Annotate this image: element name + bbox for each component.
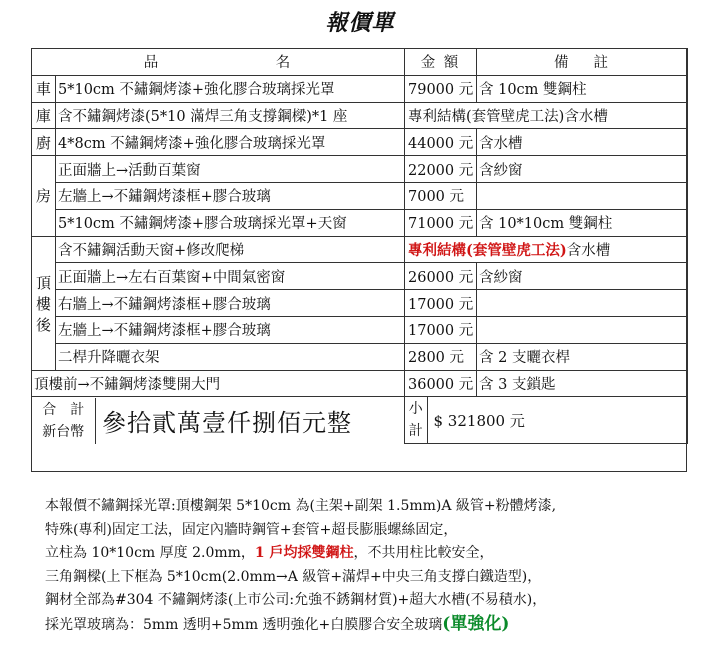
- amount-cell: 22000 元: [405, 156, 477, 183]
- table-row: [32, 209, 688, 236]
- amount-cell: 17000 元: [405, 316, 477, 343]
- note-line: 特殊(專利)固定工法，固定內牆時鋼管+套管+超長膨脹螺絲固定，: [45, 521, 458, 538]
- item-cell: 二桿升降曬衣架: [56, 343, 405, 370]
- total-left: [32, 397, 405, 444]
- amount-cell: 36000 元: [405, 370, 477, 397]
- amount-cell: 79000 元: [405, 75, 477, 102]
- total-row: [32, 397, 688, 444]
- total-label-line1: 合 計: [42, 401, 85, 418]
- note-line: 三角鋼樑(上下框為 5*10cm(2.0mm→A 級管+滿焊+中央三角支撐白鐵造型)，: [45, 568, 542, 585]
- note-text: 立柱為 10*10cm 厚度 2.0mm，: [45, 545, 255, 561]
- amount-cell: 17000 元: [405, 290, 477, 317]
- item-cell: 右牆上→不鏽鋼烤漆框+膠合玻璃: [56, 290, 405, 317]
- table-row: [32, 370, 688, 397]
- note-text: 採光罩玻璃為：5mm 透明+5mm 透明強化+白膜膠合安全玻璃: [45, 616, 443, 633]
- table-row: [32, 182, 688, 209]
- category-char: 頂: [35, 273, 51, 292]
- note-cell: 含 2 支曬衣桿: [477, 343, 688, 370]
- item-cell: 4*8cm 不鏽鋼烤漆+強化膠合玻璃採光罩: [56, 129, 405, 156]
- table-row: [32, 316, 688, 343]
- subtotal-label: [405, 397, 427, 443]
- page-title: 報價單: [325, 11, 395, 36]
- item-cell: 含不鏽鋼活動天窗+修改爬梯: [56, 236, 405, 263]
- item-cell: 含不鏽鋼烤漆(5*10 滿焊三角支撐鋼樑)*1 座: [56, 102, 405, 129]
- amount-cell: 2800 元: [405, 343, 477, 370]
- amount-cell: 7000 元: [405, 182, 477, 209]
- category-char: 樓: [35, 294, 51, 313]
- note-line: 鋼材全部為#304 不鏽鋼烤漆(上市公司:允強不銹鋼材質)+超大水槽(不易積水)，: [45, 592, 547, 608]
- item-cell: 正面牆上→左右百葉窗+中間氣密窗: [56, 263, 405, 290]
- item-cell: 左牆上→不鏽鋼烤漆框+膠合玻璃: [56, 182, 405, 209]
- table-row: [32, 343, 688, 370]
- table-row: [32, 75, 688, 102]
- amount-cell: [405, 236, 688, 263]
- note-cell: 含 3 支鎖匙: [477, 370, 688, 397]
- item-cell: 5*10cm 不鏽鋼烤漆+強化膠合玻璃採光罩: [56, 75, 405, 102]
- total-label: [32, 398, 96, 444]
- header-item: 品 名: [32, 49, 405, 76]
- item-cell: 頂樓前→不鏽鋼烤漆雙開大門: [32, 370, 405, 397]
- note-line: 本報價不鏽鋼採光罩:頂樓鋼架 5*10cm 為(主架+副架 1.5mm)A 級管+粉體烤漆,: [45, 498, 557, 514]
- category-cell: [32, 236, 56, 370]
- header-note: 備 註: [477, 49, 688, 76]
- table-row: [32, 263, 688, 290]
- table-row: [32, 102, 688, 129]
- category-cell: 房: [32, 156, 56, 236]
- table-row: [32, 129, 688, 156]
- note-cell: [477, 316, 688, 343]
- note-text: ，不共用柱比較安全，: [353, 545, 494, 561]
- table-header-row: [32, 49, 688, 76]
- total-label-line2: 新台幣: [42, 423, 85, 440]
- table-row: [32, 156, 688, 183]
- total-right: [405, 397, 688, 444]
- note-line: [45, 613, 705, 638]
- patent-highlight: 專利結構(套管壁虎工法): [408, 241, 567, 259]
- amount-cell: 專利結構(套管壁虎工法)含水槽: [405, 102, 688, 129]
- category-char: 後: [35, 315, 51, 334]
- header-amount: 金 額: [405, 49, 477, 76]
- item-cell: 5*10cm 不鏽鋼烤漆+膠合玻璃採光罩+天窗: [56, 209, 405, 236]
- notes-section: [45, 495, 705, 637]
- item-cell: 左牆上→不鏽鋼烤漆框+膠合玻璃: [56, 316, 405, 343]
- category-cell: 車: [32, 75, 56, 102]
- note-cell: [477, 182, 688, 209]
- note-cell: 含紗窗: [477, 156, 688, 183]
- note-line: [45, 542, 705, 566]
- amount-cell: 44000 元: [405, 129, 477, 156]
- amount-cell: 26000 元: [405, 263, 477, 290]
- single-tempered-highlight: (單強化): [442, 613, 510, 634]
- table-row: [32, 236, 688, 263]
- table-row: [32, 290, 688, 317]
- category-cell: 庫: [32, 102, 56, 129]
- subtotal-label-line1: 小: [408, 401, 423, 418]
- note-cell: [477, 290, 688, 317]
- category-cell: 廚: [32, 129, 56, 156]
- note-cell: 含紗窗: [477, 263, 688, 290]
- subtotal-label-line2: 計: [408, 423, 423, 440]
- amount-suffix: 含水槽: [566, 242, 611, 259]
- note-cell: 含 10cm 雙鋼柱: [477, 75, 688, 102]
- note-cell: 含水槽: [477, 129, 688, 156]
- total-amount: $ 321800 元: [433, 411, 525, 430]
- total-in-words: 參拾貳萬壹仟捌佰元整: [102, 409, 352, 438]
- amount-cell: 71000 元: [405, 209, 477, 236]
- note-cell: 含 10*10cm 雙鋼柱: [477, 209, 688, 236]
- item-cell: 正面牆上→活動百葉窗: [56, 156, 405, 183]
- quote-table: [31, 48, 688, 444]
- twin-column-highlight: 1 戶均採雙鋼柱: [254, 545, 354, 561]
